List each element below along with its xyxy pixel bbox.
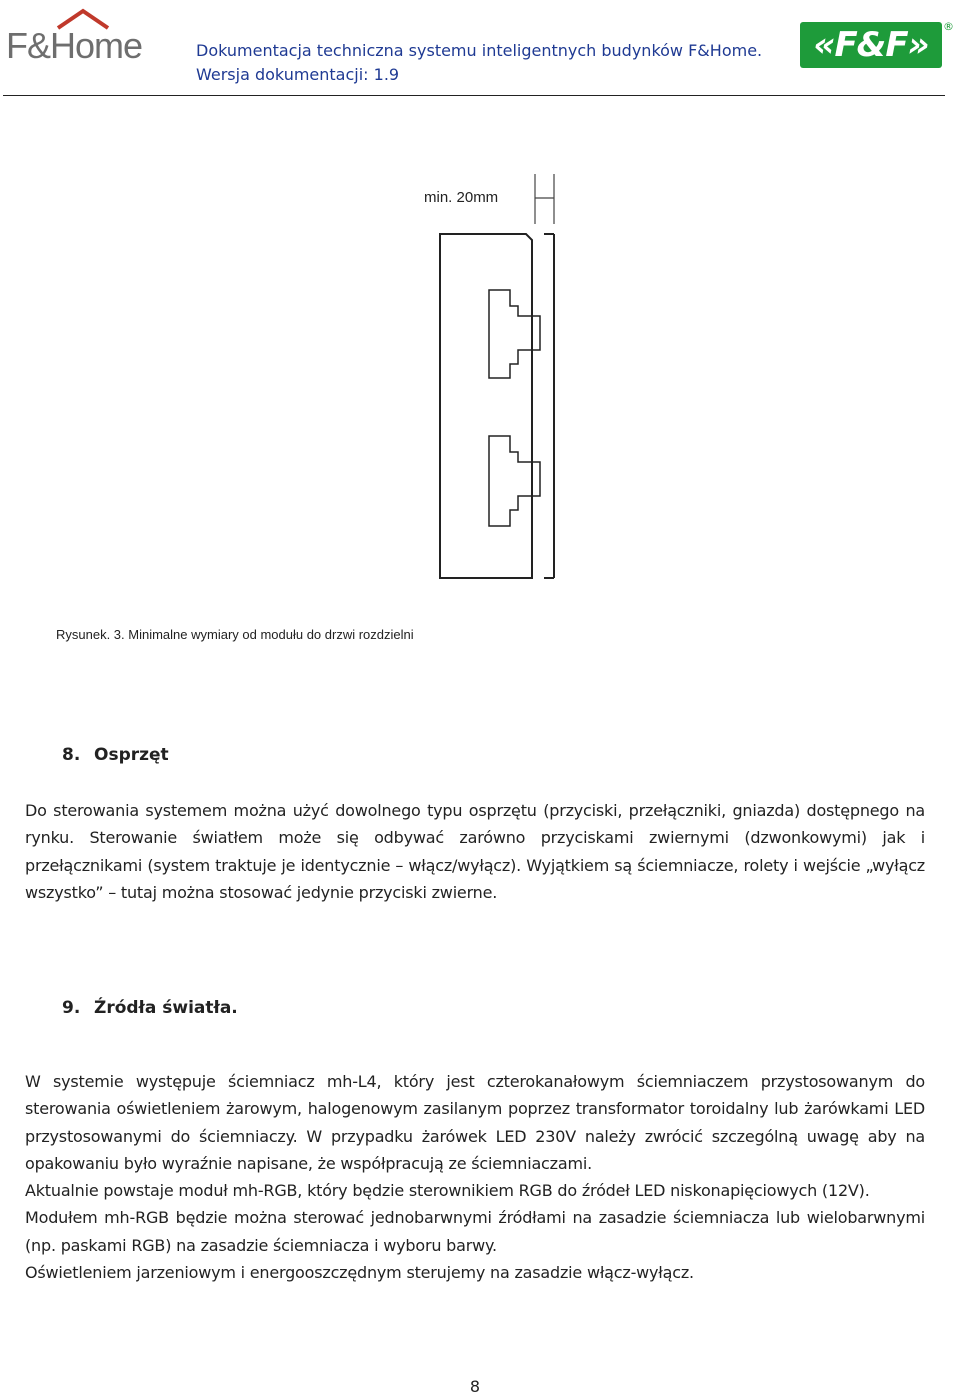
- ff-logo: [800, 20, 956, 72]
- registered-mark: ®: [943, 20, 954, 33]
- paragraph: Aktualnie powstaje moduł mh-RGB, który będzie sterownikiem RGB do źródeł LED niskonapięciowych (12V).: [25, 1181, 870, 1201]
- paragraph: Modułem mh-RGB będzie można sterować jednobarwnymi źródłami na zasadzie ściemniacza lub wielobarwnymi (np. paskami RGB) na zasadzie ściemniacza i wyboru barwy.: [25, 1208, 925, 1255]
- section-title: Osprzęt: [94, 745, 169, 765]
- section-number: 9.: [62, 998, 81, 1018]
- section-title: Źródła światła.: [94, 998, 238, 1018]
- fhome-logo: [6, 8, 162, 64]
- header-divider: [3, 95, 945, 96]
- header-title-line1: Dokumentacja techniczna systemu inteligentnych budynków F&Home.: [196, 41, 763, 60]
- paragraph: Do sterowania systemem można użyć dowolnego typu osprzętu (przyciski, przełączniki, gniazda) dostępnego na rynku. Sterowanie światłem może się odbywać zarówno przyciskami zwiernymi (dzwonkowymi) jak i przełącznikami (system traktuje je identycznie – włącz/wyłącz). Wyjątkiem są ściemniacze, rolety i wejście „wyłącz wszystko” – tutaj można stosować jedynie przyciski zwierne.: [25, 801, 925, 902]
- section-number: 8.: [62, 745, 81, 765]
- paragraph: W systemie występuje ściemniacz mh-L4, który jest czterokanałowym ściemniaczem przystosowanym do sterowania oświetleniem żarowym, halogenowym zasilanym poprzez transformator toroidalny lub żarówkami LED przystosowanymi do ściemniaczy. W przypadku żarówek LED 230V należy zwrócić szczególną uwagę aby na opakowaniu było wyraźnie napisane, że współpracują ze ściemniaczami.: [25, 1072, 925, 1173]
- page-number: 8: [469, 1377, 481, 1396]
- module-outline: [440, 234, 532, 578]
- ff-logo-text: «F&F»: [800, 22, 942, 68]
- section-body-osprzet: [25, 797, 925, 906]
- dimension-marker: [535, 174, 554, 224]
- document-header-title: [196, 39, 762, 87]
- paragraph: Oświetleniem jarzeniowym i energooszczędnym sterujemy na zasadzie włącz-wyłącz.: [25, 1263, 694, 1283]
- section-heading-osprzet: [62, 745, 169, 765]
- section-heading-zrodla-swiatla: [62, 998, 238, 1018]
- dimension-label: min. 20mm: [424, 189, 499, 206]
- door-line: [544, 234, 554, 578]
- fhome-logo-text: F&Home: [6, 25, 143, 66]
- figure-caption: Rysunek. 3. Minimalne wymiary od modułu do drzwi rozdzielni: [56, 627, 414, 642]
- header-title-line2: Wersja dokumentacji: 1.9: [196, 65, 400, 84]
- section-body-zrodla-swiatla: [25, 1068, 925, 1286]
- module-clearance-drawing: [420, 168, 580, 588]
